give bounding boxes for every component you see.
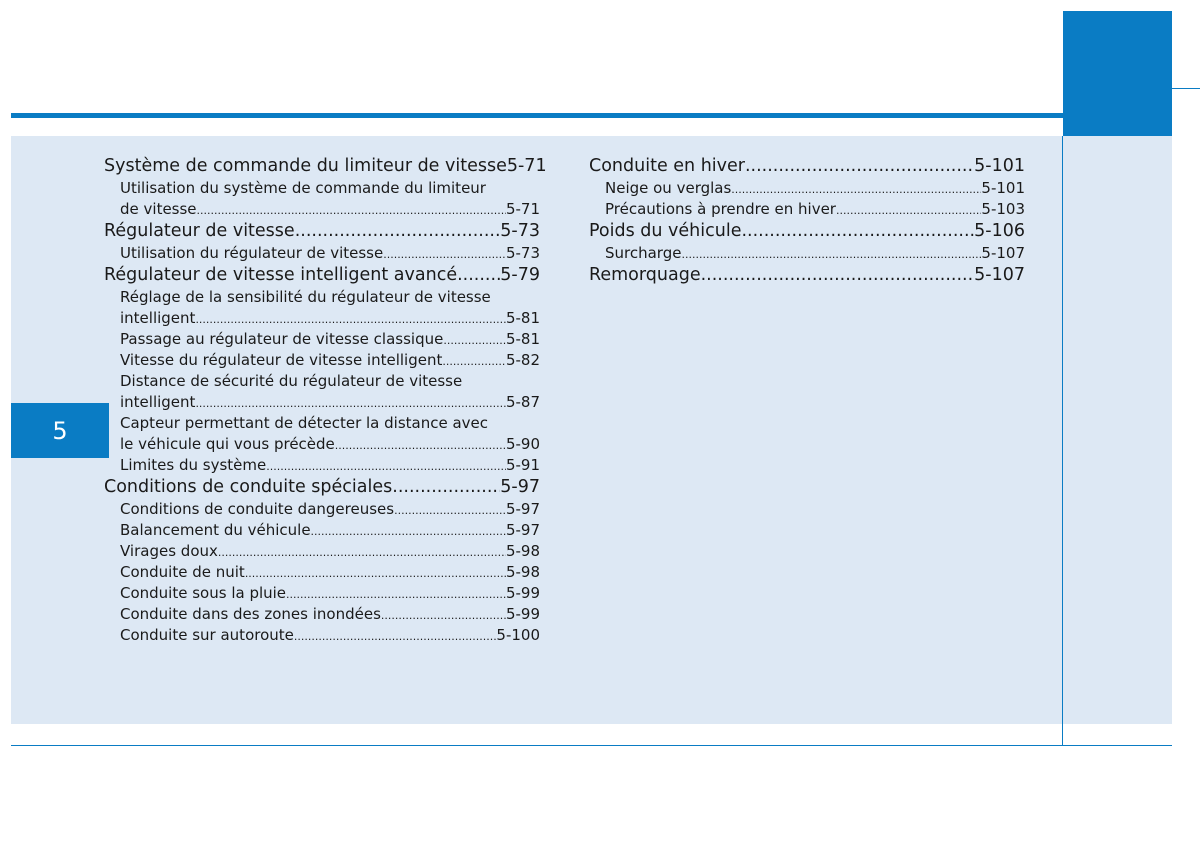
toc-subsection-entry[interactable] [104, 413, 540, 455]
dot-leader [245, 563, 506, 584]
toc-page-number: 5-98 [505, 542, 540, 560]
toc-subsection-entry[interactable] [589, 178, 1025, 199]
toc-page-number: 5-90 [505, 435, 540, 453]
dot-leader [681, 244, 981, 265]
dot-leader [218, 542, 506, 563]
toc-subsection-entry[interactable] [104, 287, 540, 329]
toc-page-number: 5-71 [506, 156, 547, 176]
toc-page-number: 5-98 [505, 563, 540, 581]
toc-page-number: 5-100 [496, 626, 540, 644]
toc-page-number: 5-107 [974, 265, 1025, 285]
vertical-divider [1062, 136, 1063, 746]
dot-leader [392, 476, 500, 499]
dot-leader [266, 456, 506, 477]
toc-entry-title: Conditions de conduite dangereuses [120, 500, 395, 518]
dot-leader [286, 584, 506, 605]
footer-rule [11, 745, 1172, 746]
toc-entry-title: Limites du système [120, 456, 267, 474]
toc-section-entry[interactable] [589, 220, 1025, 243]
dot-leader [335, 435, 506, 456]
dot-leader [442, 351, 506, 372]
toc-page-number: 5-73 [505, 244, 540, 262]
toc-entry-title-line: Distance de sécurité du régulateur de vitesse [120, 372, 463, 390]
toc-page-number: 5-97 [505, 500, 540, 518]
dot-leader [745, 155, 974, 178]
toc-subsection-entry[interactable] [589, 199, 1025, 220]
toc-entry-title: Remorquage [589, 265, 701, 285]
toc-entry-title: de vitesse [120, 200, 197, 218]
toc-right-column [589, 155, 1025, 287]
toc-page-number: 5-97 [500, 477, 540, 497]
toc-entry-title-line: Réglage de la sensibilité du régulateur de vitesse [120, 288, 491, 306]
toc-entry-title: Régulateur de vitesse intelligent avancé [104, 265, 458, 285]
chapter-header-block [1063, 11, 1172, 136]
toc-subsection-entry[interactable] [104, 562, 540, 583]
dot-leader [383, 244, 506, 265]
toc-entry-title-line: Capteur permettant de détecter la distance avec [120, 414, 489, 432]
toc-entry-title: Surcharge [605, 244, 682, 262]
toc-subsection-entry[interactable] [104, 625, 540, 646]
toc-subsection-entry[interactable] [104, 350, 540, 371]
toc-entry-title: le véhicule qui vous précède [120, 435, 335, 453]
toc-section-entry[interactable] [104, 220, 540, 243]
toc-subsection-entry[interactable] [104, 583, 540, 604]
toc-entry-title: Conduite sur autoroute [120, 626, 294, 644]
toc-subsection-entry[interactable] [104, 178, 540, 220]
dot-leader [836, 200, 981, 221]
toc-subsection-entry[interactable] [589, 243, 1025, 264]
toc-page-number: 5-103 [981, 200, 1025, 218]
toc-subsection-entry[interactable] [104, 243, 540, 264]
toc-entry-title: Précautions à prendre en hiver [605, 200, 836, 218]
dot-leader [195, 309, 506, 330]
toc-page-number: 5-101 [974, 156, 1025, 176]
dot-leader [443, 330, 506, 351]
toc-page-number: 5-81 [505, 309, 540, 327]
dot-leader [294, 626, 497, 647]
toc-section-entry[interactable] [589, 155, 1025, 178]
toc-entry-title: Vitesse du régulateur de vitesse intelligent [120, 351, 443, 369]
dot-leader [311, 521, 506, 542]
dot-leader [701, 264, 975, 287]
toc-subsection-entry[interactable] [104, 455, 540, 476]
toc-subsection-entry[interactable] [104, 541, 540, 562]
toc-section-entry[interactable] [589, 264, 1025, 287]
toc-subsection-entry[interactable] [104, 371, 540, 413]
toc-page-number: 5-97 [505, 521, 540, 539]
toc-page-number: 5-99 [505, 605, 540, 623]
toc-page-number: 5-99 [505, 584, 540, 602]
toc-entry-title: Système de commande du limiteur de vitesse [104, 156, 507, 176]
toc-entry-title: Conduite dans des zones inondées [120, 605, 381, 623]
toc-page-number: 5-82 [505, 351, 540, 369]
toc-entry-title: Neige ou verglas [605, 179, 732, 197]
chapter-number: 5 [52, 416, 68, 445]
toc-page-number: 5-107 [981, 244, 1025, 262]
dot-leader [195, 393, 506, 414]
toc-entry-title: Balancement du véhicule [120, 521, 311, 539]
toc-page-number: 5-91 [505, 456, 540, 474]
toc-entry-title: Passage au régulateur de vitesse classique [120, 330, 444, 348]
toc-subsection-entry[interactable] [104, 520, 540, 541]
toc-entry-title: Utilisation du régulateur de vitesse [120, 244, 384, 262]
dot-leader [197, 200, 506, 221]
toc-page-number: 5-81 [505, 330, 540, 348]
toc-entry-title: Poids du véhicule [589, 221, 742, 241]
dot-leader [731, 179, 981, 200]
dot-leader [381, 605, 506, 626]
toc-page-number: 5-101 [981, 179, 1025, 197]
toc-section-entry[interactable] [104, 155, 547, 178]
toc-entry-title: intelligent [120, 393, 196, 411]
toc-entry-title: Conduite de nuit [120, 563, 245, 581]
toc-entry-title: Régulateur de vitesse [104, 221, 295, 241]
toc-entry-title: Conduite sous la pluie [120, 584, 287, 602]
toc-subsection-entry[interactable] [104, 604, 540, 625]
toc-entry-title: intelligent [120, 309, 196, 327]
toc-entry-title-line: Utilisation du système de commande du limiteur [120, 179, 486, 197]
toc-entry-title: Virages doux [120, 542, 218, 560]
toc-left-column [104, 155, 547, 646]
dot-leader [741, 220, 974, 243]
toc-subsection-entry[interactable] [104, 499, 540, 520]
toc-section-entry[interactable] [104, 264, 540, 287]
toc-page-number: 5-71 [505, 200, 540, 218]
dot-leader [457, 264, 500, 287]
toc-entry-title: Conditions de conduite spéciales [104, 477, 393, 497]
toc-page-number: 5-87 [505, 393, 540, 411]
toc-subsection-entry[interactable] [104, 329, 540, 350]
chapter-tab[interactable] [11, 403, 109, 458]
toc-page-number: 5-73 [500, 221, 540, 241]
dot-leader [394, 500, 506, 521]
dot-leader [295, 220, 501, 243]
toc-section-entry[interactable] [104, 476, 540, 499]
toc-entry-title: Conduite en hiver [589, 156, 745, 176]
toc-page-number: 5-79 [500, 265, 540, 285]
header-tick [1172, 88, 1200, 89]
toc-page-number: 5-106 [974, 221, 1025, 241]
header-rule [11, 113, 1063, 118]
